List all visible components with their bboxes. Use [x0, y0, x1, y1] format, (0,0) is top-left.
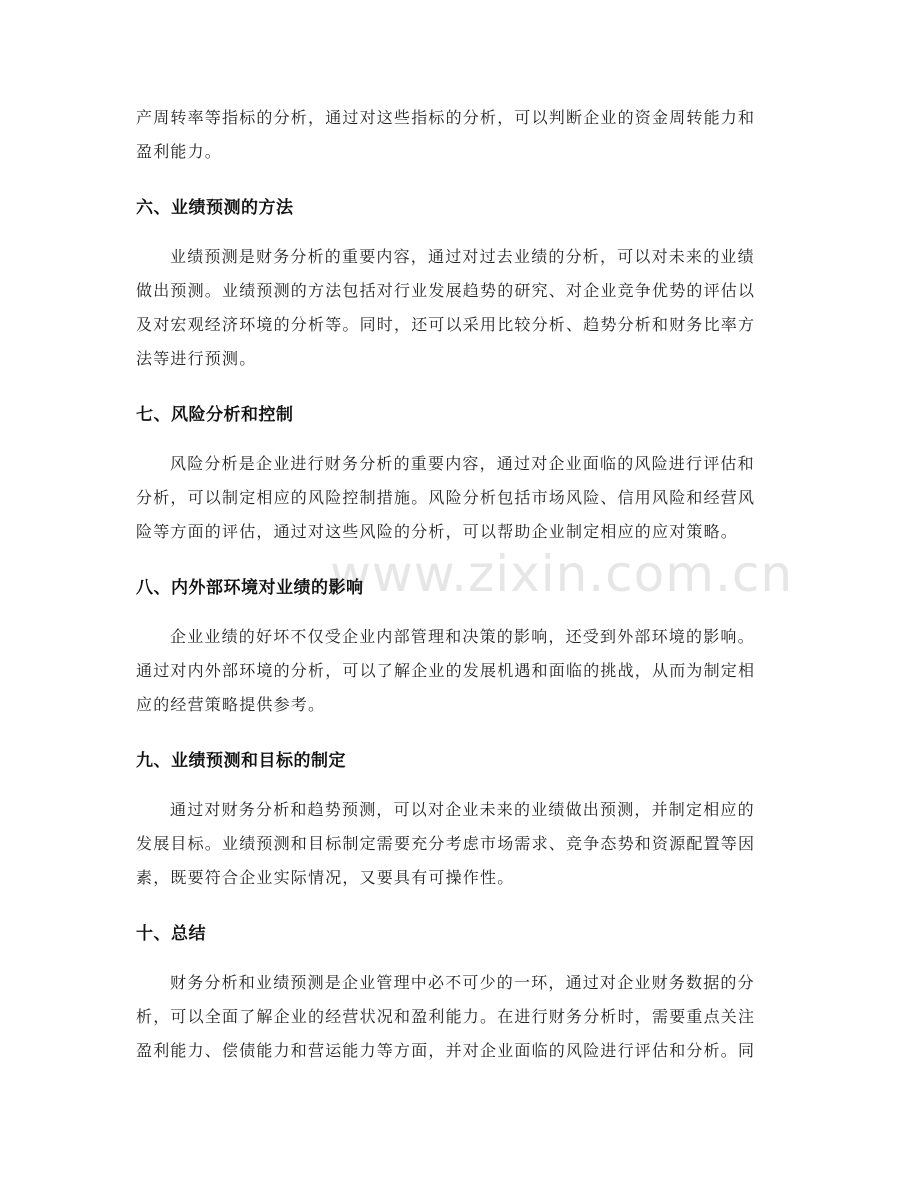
section-heading: 十、总结	[136, 924, 206, 944]
paragraph-line: 做出预测。业绩预测的方法包括对行业发展趋势的研究、对企业竞争优势的评估以	[136, 281, 756, 300]
section-heading: 七、风险分析和控制	[136, 405, 294, 425]
section-heading: 八、内外部环境对业绩的影响	[136, 578, 364, 598]
section-paragraph	[136, 447, 786, 549]
document-body	[136, 101, 786, 1068]
paragraph-line: 发展目标。业绩预测和目标制定需要充分考虑市场需求、竞争态势和资源配置等因	[136, 834, 756, 853]
paragraph-line: 盈利能力、偿债能力和营运能力等方面，并对企业面临的风险进行评估和分析。同	[136, 1041, 756, 1060]
paragraph-line: 风险分析是企业进行财务分析的重要内容，通过对企业面临的风险进行评估和	[170, 454, 755, 473]
section-paragraph	[136, 620, 786, 722]
section-heading: 九、业绩预测和目标的制定	[136, 751, 346, 771]
paragraph-line: 应的经营策略提供参考。	[136, 695, 326, 714]
paragraph-line: 险等方面的评估，通过对这些风险的分析，可以帮助企业制定相应的应对策略。	[136, 522, 739, 541]
paragraph-line: 企业业绩的好坏不仅受企业内部管理和决策的影响，还受到外部环境的影响。	[170, 627, 755, 646]
paragraph-line: 及对宏观经济环境的分析等。同时，还可以采用比较分析、趋势分析和财务比率方	[136, 315, 756, 334]
paragraph-line: 业绩预测是财务分析的重要内容，通过对过去业绩的分析，可以对未来的业绩	[170, 247, 755, 266]
paragraph-line: 通过对内外部环境的分析，可以了解企业的发展机遇和面临的挑战，从而为制定相	[136, 661, 756, 680]
section-paragraph	[136, 793, 786, 895]
paragraph-line: 通过对财务分析和趋势预测，可以对企业未来的业绩做出预测，并制定相应的	[170, 800, 755, 819]
section-paragraph	[136, 240, 786, 376]
paragraph-line: 析，可以全面了解企业的经营状况和盈利能力。在进行财务分析时，需要重点关注	[136, 1007, 756, 1026]
section-paragraph	[136, 966, 786, 1068]
intro-paragraph	[136, 101, 786, 169]
paragraph-line: 盈利能力。	[136, 142, 223, 161]
paragraph-line: 法等进行预测。	[136, 349, 257, 368]
section-heading: 六、业绩预测的方法	[136, 198, 294, 218]
paragraph-line: 素，既要符合企业实际情况，又要具有可操作性。	[136, 868, 515, 887]
paragraph-line: 分析，可以制定相应的风险控制措施。风险分析包括市场风险、信用风险和经营风	[136, 488, 756, 507]
paragraph-line: 产周转率等指标的分析，通过对这些指标的分析，可以判断企业的资金周转能力和	[136, 108, 756, 127]
watermark: www.zixin.com.cn	[330, 545, 794, 603]
paragraph-line: 财务分析和业绩预测是企业管理中必不可少的一环，通过对企业财务数据的分	[170, 973, 755, 992]
